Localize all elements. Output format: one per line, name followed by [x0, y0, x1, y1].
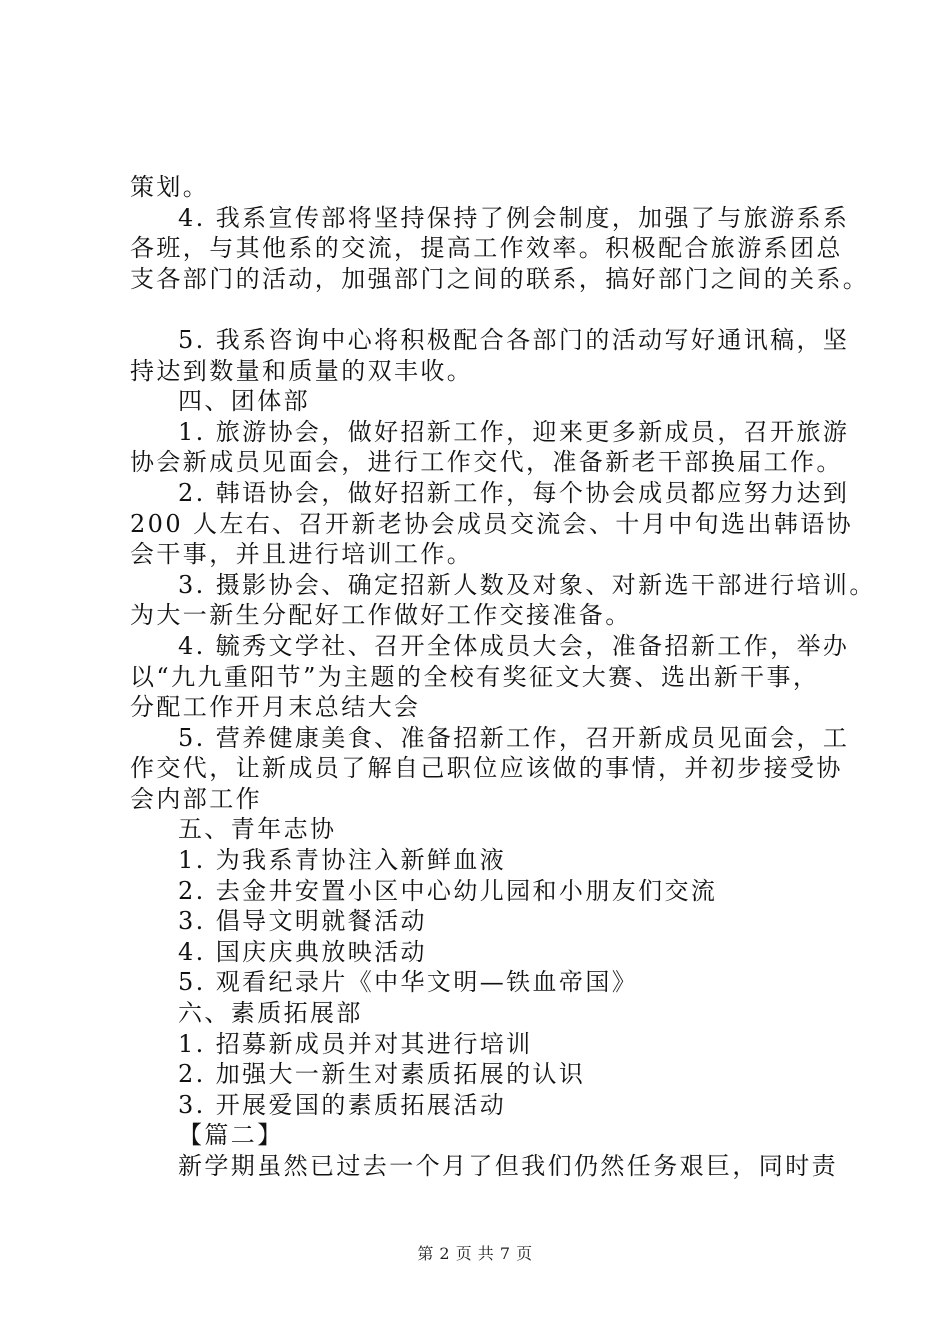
text-line: 支各部门的活动，加强部门之间的联系，搞好部门之间的关系。	[130, 264, 870, 293]
text-line: 持达到数量和质量的双丰收。	[130, 356, 474, 385]
page-footer	[0, 1244, 950, 1264]
text-line: 作交代，让新成员了解自己职位应该做的事情，并初步接受协	[130, 754, 843, 783]
text-line: 各班，与其他系的交流，提高工作效率。积极配合旅游系团总	[130, 234, 843, 263]
text-line: 4. 我系宣传部将坚持保持了例会制度，加强了与旅游系系	[178, 203, 850, 232]
text-line: 4. 国庆庆典放映活动	[178, 937, 427, 966]
text-line: 2. 加强大一新生对素质拓展的认识	[178, 1060, 586, 1089]
text-line: 为大一新生分配好工作做好工作交接准备。	[130, 601, 632, 630]
page-number-label: 第 2 页 共 7 页	[417, 1244, 533, 1263]
section-heading: 【篇二】	[178, 1121, 284, 1150]
text-line: 1. 为我系青协注入新鲜血液	[178, 846, 507, 875]
text-line: 3. 倡导文明就餐活动	[178, 907, 427, 936]
text-line: 4. 毓秀文学社、召开全体成员大会，准备招新工作，举办	[178, 631, 850, 660]
text-line: 会干事，并且进行培训工作。	[130, 540, 474, 569]
document-body	[130, 172, 876, 1182]
section-heading: 五、青年志协	[178, 815, 337, 844]
text-line: 200 人左右、召开新老协会成员交流会、十月中旬选出韩语协	[130, 509, 854, 538]
text-line: 3. 摄影协会、确定招新人数及对象、对新选干部进行培训。	[178, 570, 876, 599]
text-line: 1. 招募新成员并对其进行培训	[178, 1029, 533, 1058]
section-heading: 四、团体部	[178, 387, 310, 416]
text-line: 5. 营养健康美食、准备招新工作，召开新成员见面会，工	[178, 723, 850, 752]
text-line: 5. 观看纪录片《中华文明—铁血帝国》	[178, 968, 639, 997]
text-line: 分配工作开月末总结大会	[130, 693, 421, 722]
text-line: 会内部工作	[130, 784, 262, 813]
text-line: 以“九九重阳节”为主题的全校有奖征文大赛、选出新干事，	[130, 662, 820, 691]
text-line: 新学期虽然已过去一个月了但我们仍然任务艰巨，同时责	[178, 1152, 838, 1180]
text-line: 1. 旅游协会，做好招新工作，迎来更多新成员，召开旅游	[178, 417, 850, 446]
text-line: 5. 我系咨询中心将积极配合各部门的活动写好通讯稿，坚	[178, 325, 850, 354]
section-heading: 六、素质拓展部	[178, 999, 363, 1028]
text-line: 策划。	[130, 173, 210, 201]
text-line: 3. 开展爱国的素质拓展活动	[178, 1090, 507, 1119]
text-line: 2. 韩语协会，做好招新工作，每个协会成员都应努力达到	[178, 478, 850, 507]
text-line: 协会新成员见面会，进行工作交代，准备新老干部换届工作。	[130, 448, 843, 477]
text-line: 2. 去金井安置小区中心幼儿园和小朋友们交流	[178, 876, 718, 905]
